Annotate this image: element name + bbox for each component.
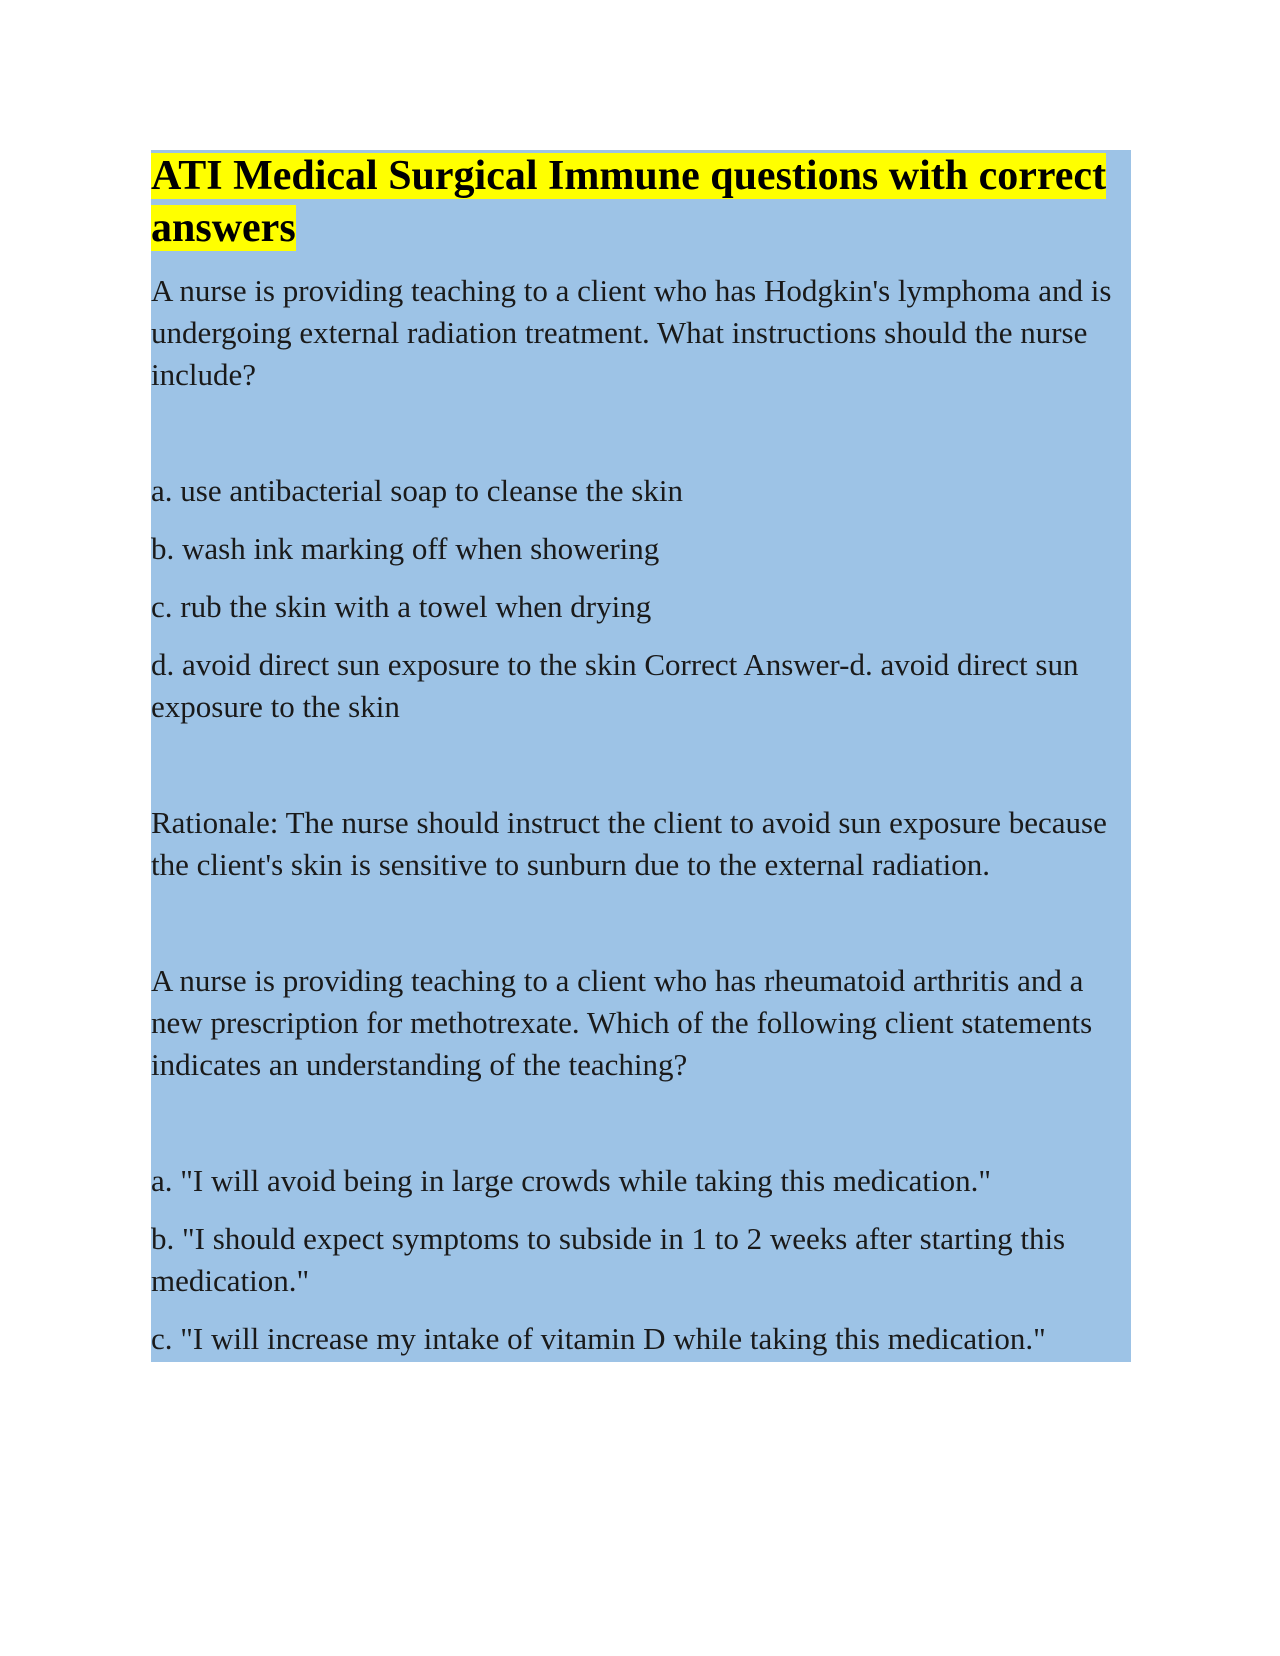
question-1-rationale: Rationale: The nurse should instruct the client to avoid sun exposure because the client's skin is sensitive to sunburn due to the external radiation. [151, 805, 1107, 882]
document-title [151, 150, 1131, 254]
question-1-option-c: c. rub the skin with a towel when drying [151, 589, 652, 624]
question-2-stem: A nurse is providing teaching to a client who has rheumatoid arthritis and a new prescription for methotrexate. Which of the following client statements indicates an understanding of the teaching? [151, 963, 1093, 1082]
question-1-option-d: d. avoid direct sun exposure to the skin Correct Answer-d. avoid direct sun exposure to the skin [151, 647, 1079, 724]
document-body [151, 150, 1131, 1362]
question-2-option-a: a. "I will avoid being in large crowds while taking this medication." [151, 1163, 992, 1198]
question-1-option-b: b. wash ink marking off when showering [151, 531, 660, 566]
question-2-option-b: b. "I should expect symptoms to subside in 1 to 2 weeks after starting this medication." [151, 1221, 1066, 1298]
title-highlight: ATI Medical Surgical Immune questions with correct answers [151, 153, 1107, 251]
question-2-option-c: c. "I will increase my intake of vitamin D while taking this medication." [151, 1321, 1046, 1356]
question-1-stem: A nurse is providing teaching to a client who has Hodgkin's lymphoma and is undergoing external radiation treatment. What instructions should the nurse include? [151, 273, 1112, 392]
question-1-option-a: a. use antibacterial soap to cleanse the skin [151, 473, 683, 508]
